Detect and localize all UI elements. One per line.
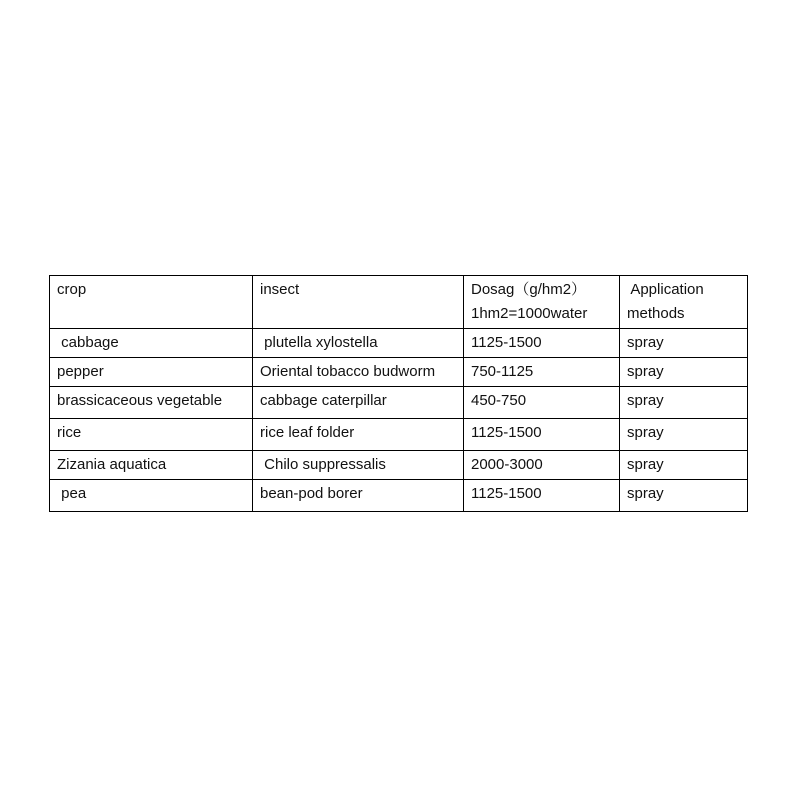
cell-insect: plutella xylostella — [253, 329, 464, 358]
header-crop — [50, 276, 253, 329]
table-row — [50, 419, 748, 451]
cell-dosage: 1125-1500 — [464, 329, 620, 358]
cell-method: spray — [620, 358, 748, 387]
table-row — [50, 451, 748, 480]
cell-dosage: 2000-3000 — [464, 451, 620, 480]
header-insect — [253, 276, 464, 329]
cell-dosage: 450-750 — [464, 387, 620, 419]
cell-method: spray — [620, 419, 748, 451]
cell-crop: Zizania aquatica — [50, 451, 253, 480]
cell-method: spray — [620, 329, 748, 358]
header-insect-text: insect — [260, 281, 300, 298]
header-method-line1: Application — [627, 281, 704, 298]
table-row — [50, 329, 748, 358]
cell-insect: bean-pod borer — [253, 480, 464, 512]
table-row — [50, 387, 748, 419]
header-dosage — [464, 276, 620, 329]
cell-crop: brassicaceous vegetable — [50, 387, 253, 419]
cell-crop: pea — [50, 480, 253, 512]
cell-crop: pepper — [50, 358, 253, 387]
table-row — [50, 358, 748, 387]
cell-crop: cabbage — [50, 329, 253, 358]
cell-dosage: 1125-1500 — [464, 480, 620, 512]
cell-insect: cabbage caterpillar — [253, 387, 464, 419]
header-dosage-line1: Dosag（g/hm2） — [471, 281, 587, 298]
table-row — [50, 480, 748, 512]
cell-method: spray — [620, 480, 748, 512]
cell-insect: rice leaf folder — [253, 419, 464, 451]
cell-crop: rice — [50, 419, 253, 451]
cell-method: spray — [620, 451, 748, 480]
header-crop-text: crop — [57, 281, 87, 298]
header-method-line2: methods — [627, 305, 685, 322]
cell-insect: Chilo suppressalis — [253, 451, 464, 480]
header-dosage-line2: 1hm2=1000water — [471, 305, 588, 322]
cell-insect: Oriental tobacco budworm — [253, 358, 464, 387]
cell-method: spray — [620, 387, 748, 419]
cell-dosage: 750-1125 — [464, 358, 620, 387]
cell-dosage: 1125-1500 — [464, 419, 620, 451]
pesticide-dosage-table — [49, 275, 748, 512]
table-header-row — [50, 276, 748, 329]
header-method — [620, 276, 748, 329]
